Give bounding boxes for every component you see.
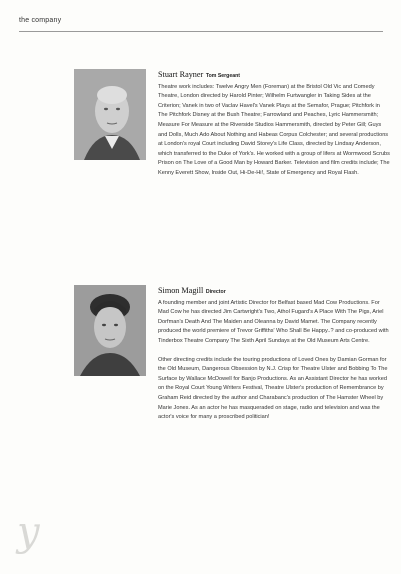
bio-paragraph: Theatre work includes: Twelve Angry Men (Foreman) at the Bristol Old Vic and Comedy Theatre, London directed by Harold Pinter; Wilhelm Furtwangler in Taking Sides at the Criterion; Vanek in two of Vaclav Havel's Vanek Plays at the Semafor, Prague; Pitchfork in The Pitchfork Disney at the Bush Theatre; Farrowland and Peaches, Lyric Hammersmith; Measure For Measure at the Riverside Studios Hammersmith, directed by Peter Gill; Guys and Dolls, Much Ado About Nothing and Habeas Corpus Colchester; and several productions at London's royal Court including David Storey's Life Class, directed by Lindsay Anderson, which transferred to the Duke of York's. He worked with a group of lifers at Wormwood Scrubs Prison on The Love of a Good Man by Howard Barker. Television and film credits include; The Kenny Everett Show, Inside Out, Hi-De-Hi!, State of Emergency and Royal Flash. bbox=[158, 83, 390, 176]
stuart-rayner-heading bbox=[158, 70, 390, 82]
bio-paragraph: Other directing credits include the touring productions of Loved Ones by Damian Gorman for the Old Museum, Dangerous Obsession by N.J. Crisp for Theatre Ulster and Bobbing To The Surface by Wallace McDowell for Banjo Productions. As an Assistant Director he has worked on the Royal Court Young Writers Festival, Theatre Ulster's production of Remembrance by Graham Reid directed by the author and Charabanc's production of The Hamster Wheel by Marie Jones. As an actor he has masqueraded on stage, radio and television and was the actor's voice for many a proscribed politician! bbox=[158, 356, 388, 421]
stuart-rayner-photo bbox=[74, 69, 146, 160]
person-name: Stuart Rayner bbox=[158, 70, 204, 79]
person-role: Tom Sergeant bbox=[205, 73, 241, 79]
stuart-rayner-bio bbox=[158, 70, 390, 188]
person-name: Simon Magill bbox=[158, 286, 204, 295]
simon-magill-photo bbox=[74, 285, 146, 376]
simon-magill-bio bbox=[158, 286, 390, 432]
monogram-watermark: y bbox=[17, 509, 40, 555]
header-divider bbox=[19, 31, 383, 32]
section-header: the company bbox=[19, 17, 62, 24]
bio-paragraph: A founding member and joint Artistic Director for Belfast based Mad Cow Productions. For Mad Cow he has directed Jim Cartwright's Two, Athol Fugard's A Place With The Pigs, Ariel Dorfman's Death And The Maiden and Oleanna by David Mamet. The Company recently produced the world premiere of Trevor Griffiths' Who Shall Be Happy..? and co-produced with Tinderbox Theatre Company The Sixth April Sundays at the Old Museum Arts Centre. bbox=[158, 299, 389, 344]
simon-magill-heading bbox=[158, 286, 390, 298]
person-role: Director bbox=[205, 289, 226, 295]
